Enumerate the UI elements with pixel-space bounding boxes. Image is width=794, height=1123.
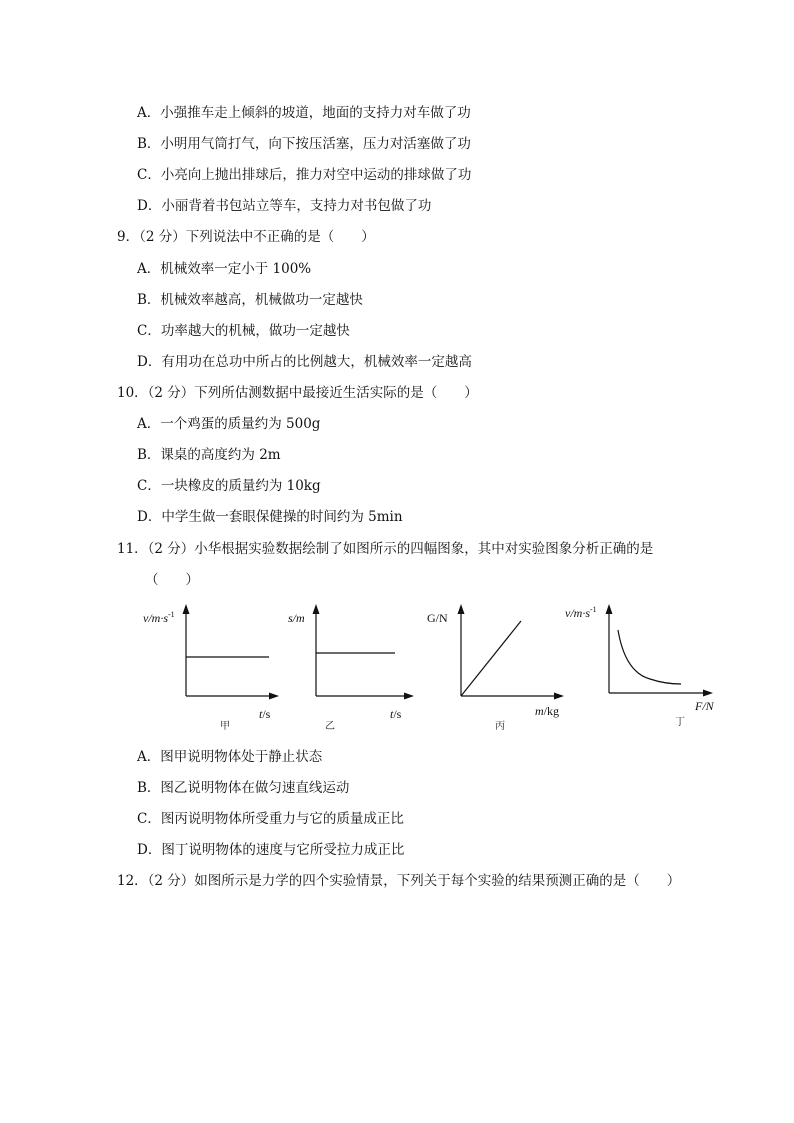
q10-option-d: D．中学生做一套眼保健操的时间约为 5min	[137, 509, 403, 525]
x-axis-label: t/s	[259, 707, 271, 721]
y-arrow-icon	[458, 604, 465, 614]
x-arrow-icon	[703, 690, 713, 697]
graph-ding	[565, 600, 730, 744]
q8-option-a: A．小强推车走上倾斜的坡道，地面的支持力对车做了功	[137, 105, 471, 121]
q11-stem-answer-bracket: （ ）	[145, 572, 199, 588]
x-axis-label: t/s	[390, 707, 402, 721]
y-arrow-icon	[313, 604, 320, 614]
graph-name: 甲	[220, 721, 230, 732]
curve-proportional	[461, 621, 521, 696]
y-axis-label: $v/m\cdot s^{-1}$	[143, 610, 175, 625]
q12-stem: 12．（2 分）如图所示是力学的四个实验情景，下列关于每个实验的结果预测正确的是（ ）	[117, 873, 681, 889]
q11-option-b: B．图乙说明物体在做匀速直线运动	[137, 780, 350, 796]
q11-option-a: A．图甲说明物体处于静止状态	[137, 749, 323, 765]
y-arrow-icon	[606, 604, 613, 614]
q11-stem: 11．（2 分）小华根据实验数据绘制了如图所示的四幅图象，其中对实验图象分析正确的是	[117, 541, 654, 557]
graph-yi	[285, 600, 425, 744]
y-axis-label: s/m	[288, 611, 305, 625]
q10-option-b: B．课桌的高度约为 2m	[137, 447, 281, 463]
y-arrow-icon	[183, 604, 190, 614]
q10-option-a: A．一个鸡蛋的质量约为 500g	[137, 416, 321, 432]
q8-option-d: D．小丽背着书包站立等车，支持力对书包做了功	[137, 198, 432, 214]
q9-option-c: C．功率越大的机械，做功一定越快	[137, 323, 350, 339]
curve-inverse	[618, 630, 681, 684]
q8-option-c: C．小亮向上抛出排球后，推力对空中运动的排球做了功	[137, 167, 472, 183]
q11-option-d: D．图丁说明物体的速度与它所受拉力成正比	[137, 842, 405, 858]
graph-name: 丁	[675, 717, 685, 728]
x-arrow-icon	[404, 693, 414, 700]
q9-option-a: A．机械效率一定小于 100%	[137, 261, 312, 277]
x-axis-label: m/kg	[535, 704, 560, 718]
q11-option-c: C．图丙说明物体所受重力与它的质量成正比	[137, 811, 404, 827]
x-arrow-icon	[269, 693, 279, 700]
q10-stem: 10．（2 分）下列所估测数据中最接近生活实际的是（ ）	[117, 385, 478, 401]
graph-name: 丙	[495, 721, 505, 732]
graph-jia	[140, 600, 280, 744]
q8-option-b: B．小明用气筒打气，向下按压活塞，压力对活塞做了功	[137, 136, 471, 152]
q9-option-d: D．有用功在总功中所占的比例越大，机械效率一定越高	[137, 354, 472, 370]
x-arrow-icon	[554, 693, 564, 700]
graph-name: 乙	[325, 721, 335, 732]
q9-stem: 9．（2 分）下列说法中不正确的是（ ）	[117, 229, 375, 245]
q9-option-b: B．机械效率越高，机械做功一定越快	[137, 292, 363, 308]
x-axis-label: F/N	[695, 699, 714, 713]
y-axis-label: $v/m\cdot s^{-1}$	[565, 605, 597, 620]
q10-option-c: C．一块橡皮的质量约为 10kg	[137, 478, 321, 494]
y-axis-label: G/N	[427, 611, 448, 625]
graph-bing	[425, 600, 575, 744]
